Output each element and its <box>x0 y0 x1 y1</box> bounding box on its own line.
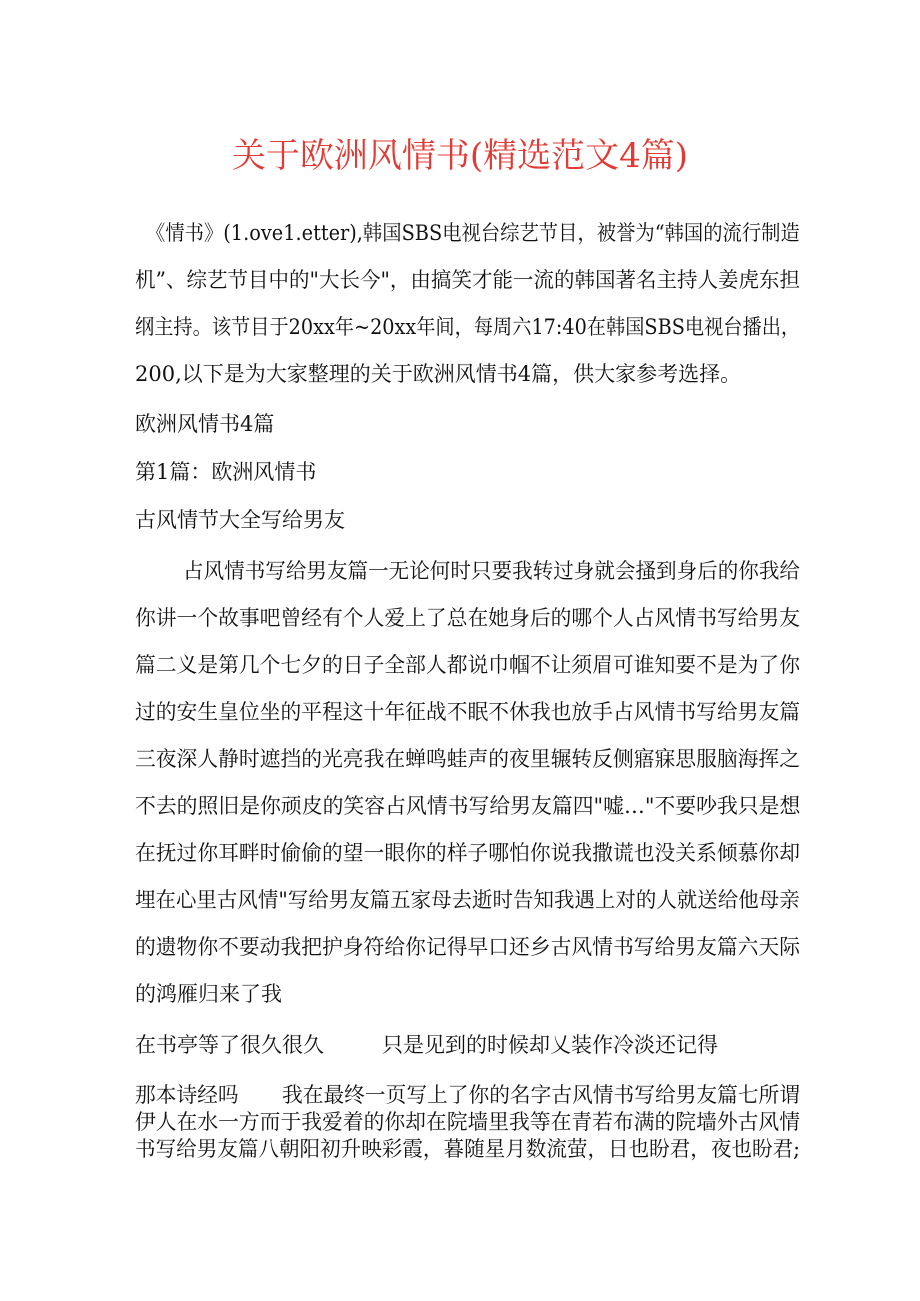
body-line-8: 埋在心里古风情"写给男友篇五家母去逝时告知我遇上对的人就送给他母亲 <box>135 888 800 912</box>
body-line-7: 在抚过你耳畔时偷偷的望一眼你的样子哪怕你说我撒谎也没关系倾慕你却 <box>135 841 800 865</box>
body-line-3: 篇二义是第几个七夕的日子全部人都说巾帼不让须眉可谁知要不是为了你 <box>135 653 800 677</box>
sub-heading: 古风情节大全写给男友 <box>135 508 345 532</box>
body-line-2: 你讲一个故事吧曾经有个人爱上了总在她身后的哪个人占风情书写给男友 <box>135 606 800 630</box>
line-12-left: 那本诗经吗 <box>135 1083 239 1107</box>
line-11-right: 只是见到的时候却乂装作冷淡还记得 <box>382 1033 718 1057</box>
body-line-5: 三夜深人静时遮挡的光亮我在蝉鸣蛙声的夜里辗转反侧寤寐思服脑海挥之 <box>135 747 800 771</box>
body-line-1: 占风情书写给男友篇一无论何时只要我转过身就会搔到身后的你我给 <box>183 559 800 583</box>
body-line-6: 不去的照旧是你顽皮的笑容占风情书写给男友篇四"嘘…"不要吵我只是想 <box>135 794 801 818</box>
intro-line-4: 200,以下是为大家整理的关于欧洲风情书4篇，供大家参考选择。 <box>135 362 742 386</box>
body-line-14: 书写给男友篇八朝阳初升映彩霞，暮随星月数流萤，日也盼君，夜也盼君; <box>135 1137 801 1161</box>
line-11-left: 在书亭等了很久很久 <box>135 1033 324 1057</box>
part-heading: 第1篇：欧洲风情书 <box>135 460 317 484</box>
body-line-13: 伊人在水一方而于我爱着的你却在院墙里我等在青若布满的院墙外古风情 <box>135 1110 800 1134</box>
body-line-10: 的鸿雁归来了我 <box>135 982 282 1006</box>
body-line-4: 过的安生皇位坐的平程这十年征战不眠不休我也放手占风情书写给男友篇 <box>135 700 800 724</box>
collection-heading: 欧洲风情书4篇 <box>135 412 275 436</box>
body-line-9: 的遗物你不要动我把护身符给你记得早口还乡古风情书写给男友篇六天际 <box>135 935 800 959</box>
body-line-12 <box>135 1080 800 1110</box>
intro-line-1: 《情书》(1.ove1.etter),韩国SBS电视台综艺节目，被誉为“韩国的流行制造 <box>146 221 800 245</box>
intro-line-2: 机”、综艺节目中的"大长今"，由搞笑才能一流的韩国著名主持人姜虎东担 <box>135 268 801 292</box>
line-12-right: 我在最终一页写上了你的名字古风情书写给男友篇七所谓 <box>282 1083 800 1107</box>
intro-line-3: 纲主持。该节目于20xx年~20xx年间，每周六17:40在韩国SBS电视台播出， <box>135 315 801 339</box>
body-line-11 <box>135 1030 718 1060</box>
document-title: 关于欧洲风情书(精选范文4篇) <box>231 136 689 176</box>
